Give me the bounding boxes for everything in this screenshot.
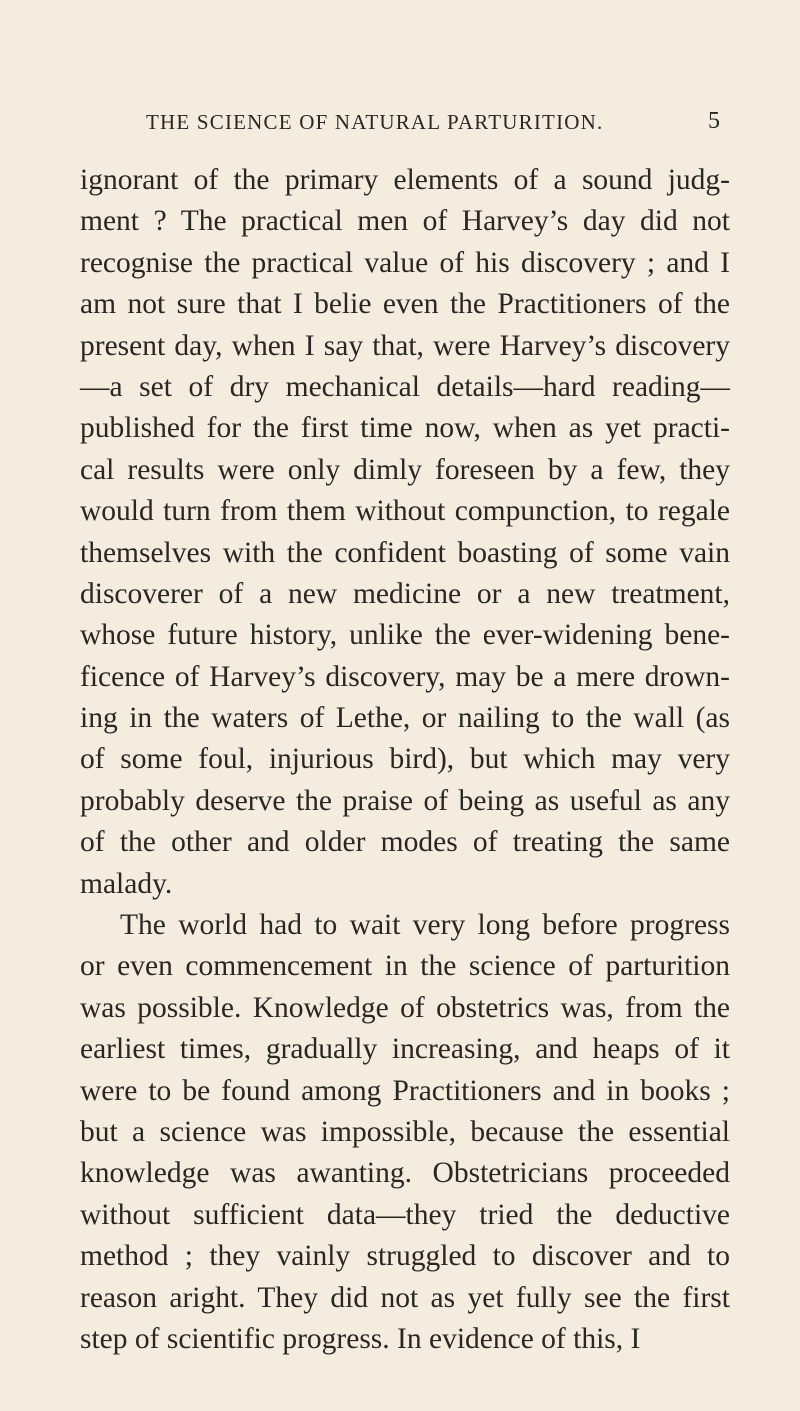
text-line: ment ? The practical men of Harvey’s day did not (80, 205, 730, 238)
text-line: of some foul, injurious bird), but which may very (80, 743, 730, 776)
text-line: method ; they vainly struggled to discover and to (80, 1240, 730, 1273)
running-head (0, 110, 800, 140)
text-line: recognise the practical value of his discovery ; and I (80, 246, 730, 279)
text-line: of the other and older modes of treating the same (80, 826, 730, 859)
text-line: ficence of Harvey’s discovery, may be a mere drown- (80, 660, 730, 693)
running-title: THE SCIENCE OF NATURAL PARTURITION. (146, 110, 604, 134)
text-line: or even commencement in the science of parturition (80, 950, 730, 983)
text-line: ignorant of the primary elements of a sound judg- (80, 164, 730, 196)
text-line: reason aright. They did not as yet fully see the first (80, 1281, 730, 1314)
text-line: ing in the waters of Lethe, or nailing to the wall (as (80, 702, 730, 735)
text-line: was possible. Knowledge of obstetrics was, from the (80, 991, 730, 1024)
text-line: without sufficient data—they tried the deductive (80, 1198, 730, 1231)
text-line: earliest times, gradually increasing, and heaps of it (80, 1033, 730, 1066)
paragraph-1 (80, 160, 730, 905)
text-line: step of scientific progress. In evidence of this, I (80, 1322, 641, 1355)
text-line: knowledge was awanting. Obstetricians proceeded (80, 1157, 730, 1190)
text-line: themselves with the confident boasting of some vain (80, 536, 730, 569)
text-line: —a set of dry mechanical details—hard reading— (80, 370, 730, 403)
paragraph-2 (80, 905, 730, 1360)
text-line: whose future history, unlike the ever-widening bene- (80, 619, 730, 652)
text-line: cal results were only dimly foreseen by a few, they (80, 453, 730, 486)
text-line: probably deserve the praise of being as useful as any (80, 784, 730, 817)
text-line: were to be found among Practitioners and in books ; (80, 1074, 730, 1107)
text-line: would turn from them without compunction, to regale (80, 495, 730, 528)
page-number: 5 (708, 108, 720, 134)
text-line: published for the first time now, when as yet practi- (80, 412, 730, 445)
body-text (80, 160, 730, 1360)
text-line: discoverer of a new medicine or a new treatment, (80, 577, 730, 610)
text-line: but a science was impossible, because the essential (80, 1115, 730, 1148)
text-line: malady. (80, 867, 173, 900)
text-line: am not sure that I belie even the Practitioners of the (80, 288, 730, 321)
text-line: The world had to wait very long before progress (120, 909, 730, 942)
text-line: present day, when I say that, were Harvey’s discovery (80, 329, 730, 362)
